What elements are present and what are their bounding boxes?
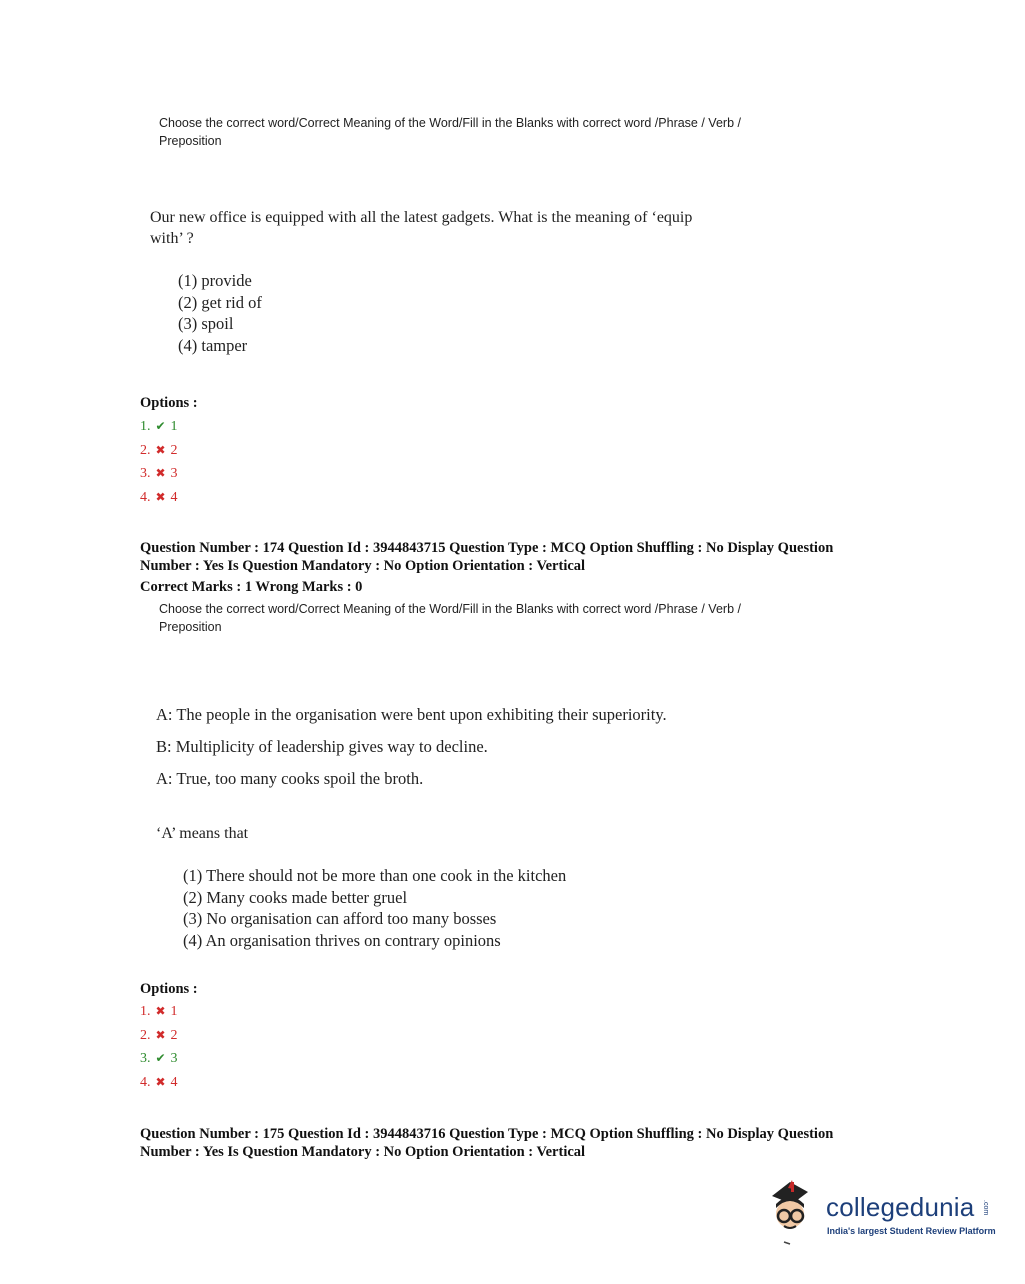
answer-number: 4.	[140, 489, 151, 505]
logo-suffix: .com	[982, 1200, 989, 1216]
q175-meta-line2: Number : Yes Is Question Mandatory : No Option Orientation : Vertical	[140, 1144, 586, 1160]
cross-icon: ✖	[155, 489, 166, 504]
q174-answer-2	[140, 1024, 178, 1048]
answer-number: 4.	[140, 1074, 151, 1090]
q174-dialog-line-1: A: The people in the organisation were bent upon exhibiting their superiority.	[156, 705, 667, 724]
q174-meta-line1: Question Number : 174 Question Id : 3944843715 Question Type : MCQ Option Shuffling : No Display Question	[140, 540, 834, 556]
answer-value: 2	[170, 1027, 178, 1043]
q173-options-label: Options :	[140, 395, 198, 411]
q174-dialog-line-2: B: Multiplicity of leadership gives way to decline.	[156, 737, 488, 756]
check-icon: ✔	[155, 419, 166, 433]
q174-choice-1: (1) There should not be more than one cook in the kitchen	[183, 866, 567, 885]
q174-choice-3: (3) No organisation can afford too many bosses	[183, 909, 497, 928]
answer-number: 2.	[140, 1027, 151, 1043]
cross-icon: ✖	[155, 1027, 166, 1042]
cross-icon: ✖	[155, 1004, 166, 1018]
q175-metadata	[140, 1125, 920, 1161]
q173-question-line1: Our new office is equipped with all the latest gadgets. What is the meaning of ‘equip	[150, 209, 693, 226]
answer-value: 3	[170, 466, 178, 481]
q173-choice-2: (2) get rid of	[178, 292, 262, 312]
q174-meta-line2: Number : Yes Is Question Mandatory : No Option Orientation : Vertical	[140, 558, 586, 574]
q173-answer-4	[140, 486, 178, 510]
q174-choice-4: (4) An organisation thrives on contrary opinions	[183, 930, 501, 950]
q173-instruction	[159, 114, 839, 150]
q174-answer-4	[140, 1071, 178, 1095]
answer-value: 1	[170, 419, 178, 434]
q173-choice-1: (1) provide	[178, 271, 252, 290]
answer-number: 3.	[140, 1051, 151, 1066]
q173-answer-2	[140, 439, 178, 463]
answer-value: 3	[170, 1051, 178, 1066]
q174-marks: Correct Marks : 1 Wrong Marks : 0	[140, 579, 363, 595]
answer-value: 4	[170, 489, 178, 505]
mascot-icon	[766, 1178, 826, 1248]
q174-instruction	[159, 600, 839, 636]
logo-brand-text: collegedunia	[826, 1192, 975, 1222]
collegedunia-logo	[766, 1178, 996, 1248]
q173-instruction-line1: Choose the correct word/Correct Meaning of the Word/Fill in the Blanks with correct word /Phrase / Verb /	[159, 116, 741, 130]
answer-value: 4	[170, 1074, 178, 1090]
q173-instruction-line2: Preposition	[159, 134, 222, 148]
q173-question-line2: with’ ?	[150, 230, 194, 247]
q173-choice-list	[178, 270, 262, 356]
q174-choice-list	[183, 865, 566, 951]
answer-value: 1	[170, 1004, 178, 1019]
answer-number: 3.	[140, 466, 151, 481]
q174-choice-2: (2) Many cooks made better gruel	[183, 887, 408, 907]
q173-answer-list	[140, 415, 178, 509]
check-icon: ✔	[155, 1051, 166, 1065]
q174-dialog-line-3: A: True, too many cooks spoil the broth.	[156, 769, 424, 788]
cross-icon: ✖	[155, 1074, 166, 1089]
answer-number: 2.	[140, 442, 151, 458]
cross-icon: ✖	[155, 442, 166, 457]
q173-choice-4: (4) tamper	[178, 335, 248, 355]
answer-value: 2	[170, 442, 178, 458]
cross-icon: ✖	[155, 466, 166, 480]
q174-answer-3	[140, 1047, 178, 1071]
answer-number: 1.	[140, 1004, 151, 1019]
q174-options-label: Options :	[140, 981, 198, 997]
q175-meta-line1: Question Number : 175 Question Id : 3944843716 Question Type : MCQ Option Shuffling : No Display Question	[140, 1126, 834, 1142]
q174-answer-1	[140, 1000, 178, 1024]
q174-instruction-line2: Preposition	[159, 620, 222, 634]
q173-answer-1	[140, 415, 178, 439]
q174-instruction-line1: Choose the correct word/Correct Meaning of the Word/Fill in the Blanks with correct word /Phrase / Verb /	[159, 602, 741, 616]
q174-answer-list	[140, 1000, 178, 1094]
q174-dialog	[156, 699, 667, 795]
logo-tagline: India's largest Student Review Platform	[827, 1226, 996, 1236]
q173-answer-3	[140, 462, 178, 486]
q174-prompt: ‘A’ means that	[156, 825, 249, 842]
q173-question	[150, 207, 850, 249]
q173-choice-3: (3) spoil	[178, 314, 234, 333]
q174-metadata	[140, 539, 920, 596]
answer-number: 1.	[140, 419, 151, 434]
